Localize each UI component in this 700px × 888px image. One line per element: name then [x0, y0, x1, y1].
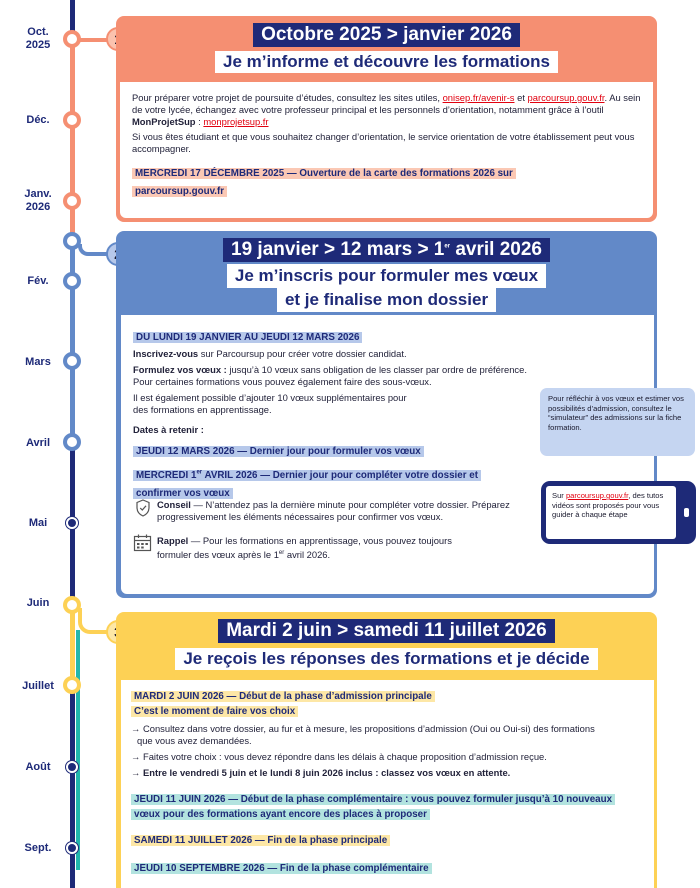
monprojetsup-link[interactable]: monprojetsup.fr	[203, 116, 269, 127]
timeline-segment-phase3	[70, 605, 75, 685]
video-tutorials-screen: Sur parcoursup.gouv.fr, des tutos vidéos sont proposés pour vous guider à chaque étape	[546, 486, 676, 539]
phase2-registration-period: DU LUNDI 19 JANVIER AU JEUDI 12 MARS 2026	[133, 327, 644, 345]
phase3-key-date-3: SAMEDI 11 JUILLET 2026 — Fin de la phase principale	[131, 830, 644, 848]
phase3-section	[116, 612, 657, 888]
timeline-node-oct	[63, 30, 81, 48]
month-label-jan: Janv. 2026	[24, 188, 52, 213]
month-label-jul: Juillet	[22, 680, 54, 692]
phase2-apprenticeship: Il est également possible d’ajouter 10 vœux supplémentaires pour des formations en apprentissage.	[133, 392, 407, 415]
phase3-key-date-2: JEUDI 11 JUIN 2026 — Début de la phase complémentaire : vous pouvez formuler jusqu’à 10 nouveaux vœux pour des formations ayant encore des places à proposer	[131, 791, 621, 821]
timeline-node-mar	[63, 352, 81, 370]
phase3-bullet-1: → Consultez dans votre dossier, au fur et à mesure, les propositions d’admission (Oui ou Oui-si) des formations que vous avez demandées.	[131, 723, 595, 746]
phase3-bullet-3: → Entre le vendredi 5 juin et le lundi 8 juin 2026 inclus : classez vos vœux en attente.	[131, 767, 511, 778]
phase3-title: Je reçois les réponses des formations et je décide	[116, 648, 657, 670]
calendar-icon	[133, 533, 152, 557]
month-label-sep: Sept.	[24, 842, 52, 854]
phase1-key-date: MERCREDI 17 DÉCEMBRE 2025 — Ouverture de la carte des formations 2026 sur parcoursup.gouv.fr	[132, 163, 602, 199]
phase2-key-date-1: JEUDI 12 MARS 2026 — Dernier jour pour formuler vos vœux	[133, 441, 644, 459]
timeline-dot-may	[66, 517, 78, 529]
step1-connector	[80, 38, 108, 42]
month-label-oct: Oct. 2025	[25, 26, 51, 51]
phase2-date-heading: 19 janvier > 12 mars > 1er avril 2026	[116, 238, 657, 262]
phase3-date-heading: Mardi 2 juin > samedi 11 juillet 2026	[116, 619, 657, 643]
simulator-note: Pour réfléchir à vos vœux et estimer vos possibilités d’admission, consultez le “simulateur” des admissions sur la fiche formation.	[540, 388, 695, 456]
timeline-dot-aug	[66, 761, 78, 773]
month-label-dec: Déc.	[26, 114, 50, 126]
timeline-node-feb	[63, 272, 81, 290]
phase1-student-note: Si vous êtes étudiant et que vous souhaitez changer d’orientation, le service orientation de votre établissement peut vous accompagner.	[132, 131, 635, 154]
month-label-may: Mai	[28, 517, 48, 529]
phase2-title: Je m’inscris pour formuler mes vœux et je finalise mon dossier	[116, 264, 657, 312]
timeline-node-dec	[63, 111, 81, 129]
phase1-section	[116, 16, 657, 222]
parcoursup-video-link[interactable]: parcoursup.gouv.fr	[565, 491, 629, 500]
timeline-dot-sep	[66, 842, 78, 854]
phase1-body	[120, 82, 653, 218]
phase2-reminder: Rappel — Pour les formations en apprentissage, vous pouvez toujours formuler des vœux après le 1er avril 2026.	[157, 535, 452, 561]
step2-connector	[78, 244, 108, 256]
timeline-segment-phase2	[70, 240, 75, 445]
month-label-jun: Juin	[26, 597, 50, 609]
timeline-complementary-bar	[76, 630, 80, 870]
phase2-key-date-2: MERCREDI 1er AVRIL 2026 — Dernier jour pour compléter votre dossier et confirmer vos vœux	[133, 465, 478, 501]
timeline-node-jul	[63, 676, 81, 694]
phase1-intro: Pour préparer votre projet de poursuite d’études, consultez les sites utiles, onisep.fr/avenir-s et parcoursup.gouv.fr. Au sein de votre lycée, échangez avec votre professeur principal et les personnels d’orientation, notamment grâce à l’outil MonProjetSup : monprojetsup.fr	[132, 92, 641, 127]
timeline-node-apr	[63, 433, 81, 451]
phone-button-icon	[684, 508, 689, 517]
shield-check-icon	[135, 499, 151, 522]
phase2-register: Inscrivez-vous sur Parcoursup pour créer votre dossier candidat.	[133, 348, 407, 359]
timeline-segment-bottom	[70, 685, 75, 888]
phase3-bullet-2: → Faites votre choix : vous devez répondre dans les délais à chaque proposition d’admission reçue.	[131, 751, 547, 762]
month-label-apr: Avril	[25, 437, 51, 449]
timeline-segment-phase1	[70, 40, 75, 240]
step3-connector	[78, 608, 108, 634]
video-tutorials-card	[541, 481, 696, 544]
parcoursup-link[interactable]: parcoursup.gouv.fr	[527, 92, 605, 103]
month-label-feb: Fév.	[27, 275, 49, 287]
phase2-dates-label: Dates à retenir :	[133, 424, 204, 435]
month-label-mar: Mars	[25, 356, 51, 368]
timeline-node-jan	[63, 192, 81, 210]
phase3-body	[121, 680, 654, 888]
phase1-title: Je m’informe et découvre les formations	[116, 51, 657, 73]
phase3-key-date-4: JEUDI 10 SEPTEMBRE 2026 — Fin de la phase complémentaire	[131, 858, 644, 876]
month-label-aug: Août	[25, 761, 51, 773]
phase3-key-date-1: MARDI 2 JUIN 2026 — Début de la phase d’admission principale C’est le moment de faire vos choix	[131, 688, 526, 718]
phase2-advice: Conseil — N’attendez pas la dernière minute pour compléter votre dossier. Préparez progressivement les éléments nécessaires pour confirmer vos vœux.	[157, 499, 510, 522]
phase2-wishes: Formulez vos vœux : jusqu’à 10 vœux sans obligation de les classer par ordre de préférence. Pour certaines formations vous pouvez également faire des sous-vœux.	[133, 364, 527, 387]
onisep-link[interactable]: onisep.fr/avenir-s	[442, 92, 515, 103]
phase1-date-heading: Octobre 2025 > janvier 2026	[116, 23, 657, 47]
